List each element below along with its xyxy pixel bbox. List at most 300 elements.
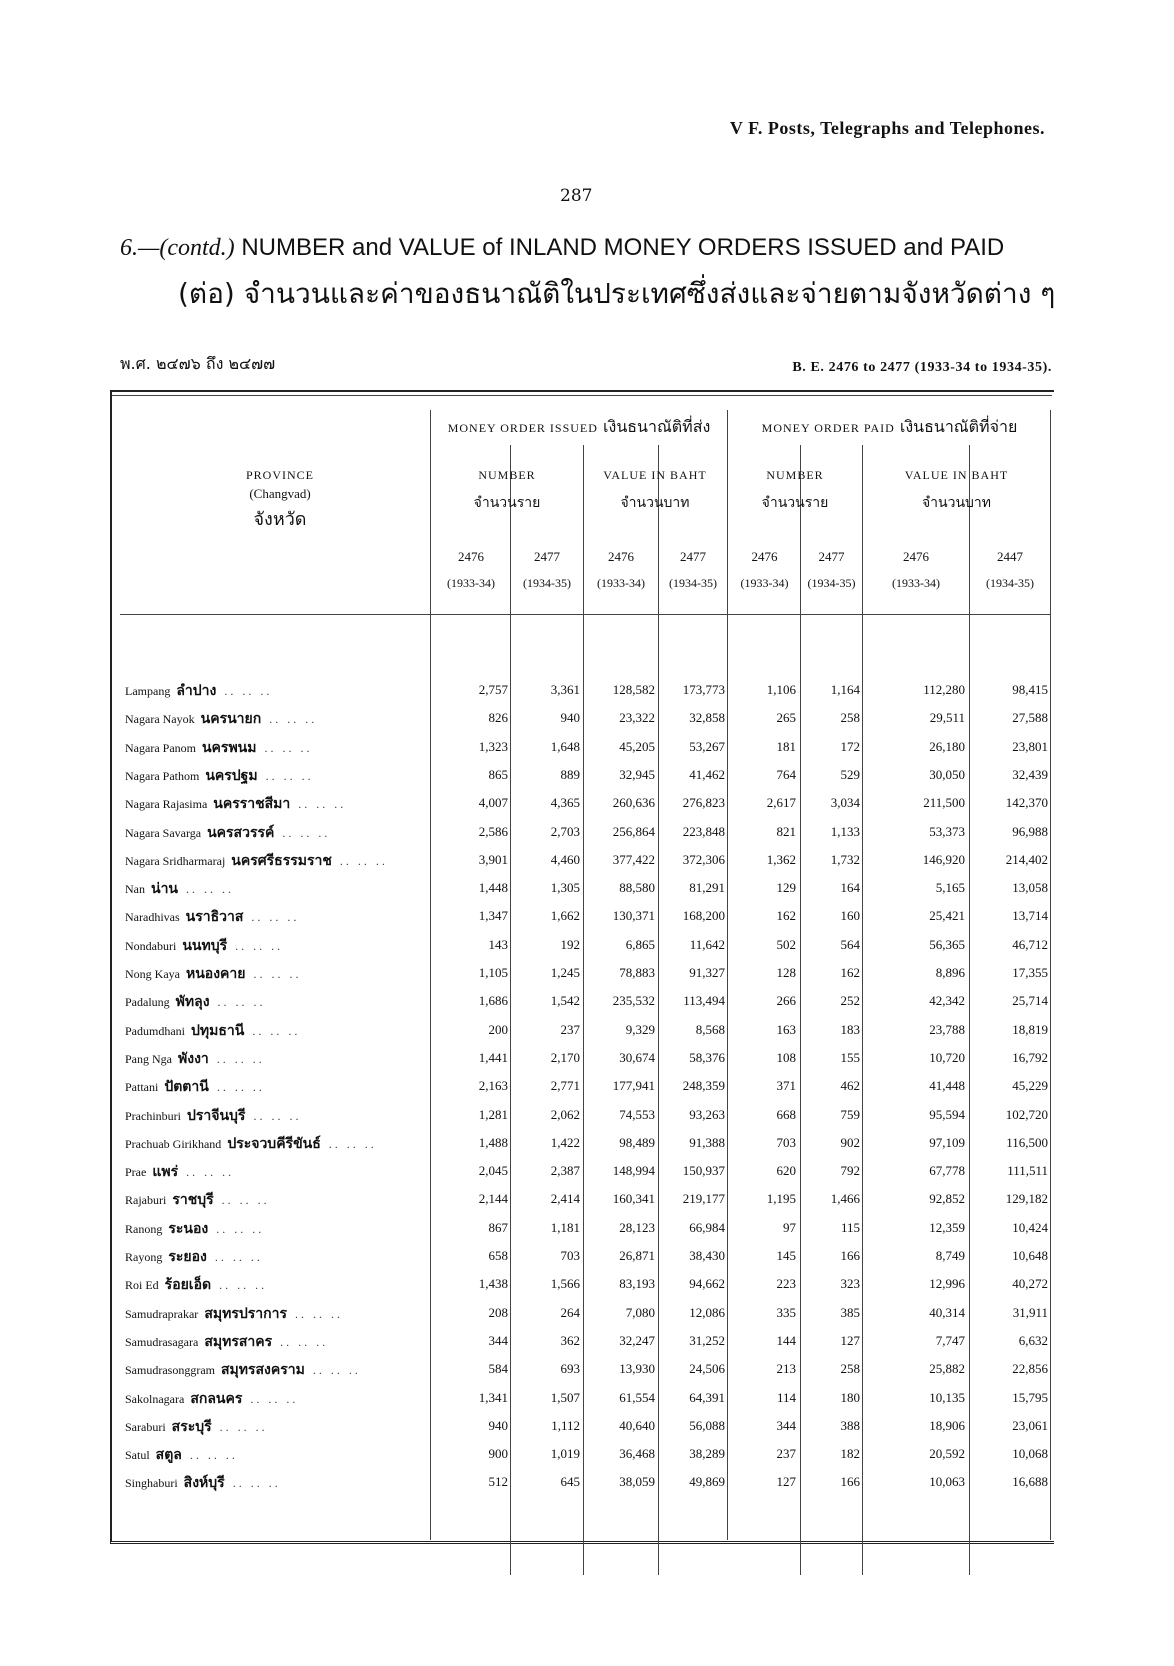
paid-number-header: NUMBER bbox=[766, 468, 824, 482]
year-header: 2477 bbox=[680, 549, 706, 564]
table-cell: 462 bbox=[840, 1078, 860, 1094]
table-cell: 252 bbox=[840, 993, 860, 1009]
table-cell: 108 bbox=[776, 1049, 796, 1065]
table-cell: 2,771 bbox=[550, 1078, 580, 1094]
table-cell: 10,720 bbox=[929, 1049, 965, 1065]
province-name bbox=[125, 1048, 425, 1070]
leader-dots: .. .. .. bbox=[312, 1363, 361, 1378]
province-name-thai: สมุทรสงคราม bbox=[220, 1362, 305, 1379]
table-cell: 1,019 bbox=[550, 1446, 580, 1462]
table-cell: 25,714 bbox=[1012, 993, 1048, 1009]
table-row bbox=[120, 935, 1050, 962]
table-cell: 940 bbox=[488, 1417, 508, 1433]
table-cell: 40,640 bbox=[619, 1417, 655, 1433]
table-cell: 223 bbox=[776, 1276, 796, 1292]
province-name-english: Samudrasonggram bbox=[125, 1363, 215, 1378]
table-cell: 1,362 bbox=[766, 851, 796, 867]
table-cell: 23,801 bbox=[1012, 738, 1048, 754]
leader-dots: .. .. .. bbox=[221, 1193, 270, 1208]
province-name bbox=[125, 1388, 425, 1410]
table-cell: 12,996 bbox=[929, 1276, 965, 1292]
province-name-thai: นนทบุรี bbox=[182, 937, 228, 954]
year-period-header: (1933-34) bbox=[597, 576, 645, 590]
province-header: PROVINCE bbox=[245, 468, 314, 482]
table-cell: 32,945 bbox=[619, 766, 655, 782]
table-cell: 764 bbox=[776, 766, 796, 782]
table-cell: 266 bbox=[776, 993, 796, 1009]
table-cell: 173,773 bbox=[682, 682, 725, 697]
table-cell: 620 bbox=[776, 1163, 796, 1179]
table-cell: 13,930 bbox=[619, 1361, 655, 1377]
leader-dots: .. .. .. bbox=[298, 797, 347, 812]
leader-dots: .. .. .. bbox=[186, 1165, 235, 1180]
table-row bbox=[120, 1133, 1050, 1160]
year-header: 2476 bbox=[751, 549, 778, 564]
table-cell: 1,112 bbox=[551, 1417, 580, 1433]
table-cell: 8,749 bbox=[935, 1248, 965, 1263]
table-cell: 98,489 bbox=[619, 1134, 655, 1150]
province-name bbox=[125, 793, 425, 815]
province-name-thai: นครพนม bbox=[201, 739, 257, 756]
table-cell: 13,058 bbox=[1012, 880, 1048, 896]
table-cell: 323 bbox=[840, 1276, 860, 1292]
table-cell: 645 bbox=[560, 1474, 580, 1490]
province-name-thai: นครปฐม bbox=[205, 767, 258, 784]
table-cell: 93,263 bbox=[689, 1106, 725, 1122]
table-cell: 512 bbox=[488, 1474, 508, 1490]
table-cell: 53,373 bbox=[929, 823, 965, 839]
table-cell: 45,205 bbox=[619, 738, 655, 754]
table-cell: 2,414 bbox=[550, 1191, 580, 1207]
table-cell: 2,163 bbox=[478, 1078, 508, 1094]
table-cell: 166 bbox=[840, 1248, 860, 1263]
table-cell: 5,165 bbox=[935, 880, 965, 896]
province-name bbox=[125, 1020, 425, 1042]
table-cell: 223,848 bbox=[682, 823, 725, 839]
province-name bbox=[125, 1246, 425, 1268]
leader-dots: .. .. .. bbox=[186, 882, 235, 897]
table-cell: 160 bbox=[840, 908, 860, 924]
province-name-english: Samudrasagara bbox=[125, 1334, 199, 1349]
column-rule bbox=[1050, 410, 1051, 1540]
table-row bbox=[120, 850, 1050, 877]
table-cell: 38,430 bbox=[689, 1248, 725, 1263]
year-header: 2447 bbox=[997, 549, 1023, 564]
province-name bbox=[125, 1133, 425, 1155]
table-cell: 1,488 bbox=[478, 1134, 508, 1150]
table-cell: 2,045 bbox=[478, 1163, 508, 1179]
table-cell: 821 bbox=[776, 823, 796, 839]
table-cell: 3,901 bbox=[478, 851, 508, 867]
table-cell: 1,566 bbox=[550, 1276, 580, 1292]
table-cell: 98,415 bbox=[1012, 682, 1048, 697]
table-cell: 256,864 bbox=[612, 823, 655, 839]
province-name-english: Pang Nga bbox=[125, 1051, 172, 1066]
table-cell: 28,123 bbox=[619, 1219, 655, 1235]
province-name-english: Sakolnagara bbox=[125, 1391, 185, 1406]
table-cell: 11,642 bbox=[689, 936, 725, 952]
issued-number-header-thai: จำนวนราย bbox=[473, 495, 541, 511]
province-name-thai: นราธิวาส bbox=[185, 909, 244, 926]
table-cell: 102,720 bbox=[1005, 1106, 1048, 1122]
table-cell: 1,281 bbox=[478, 1106, 508, 1122]
table-cell: 1,105 bbox=[478, 965, 508, 980]
province-name-thai: น่าน bbox=[151, 881, 179, 898]
table-cell: 95,594 bbox=[929, 1106, 965, 1122]
year-period-header: (1933-34) bbox=[447, 576, 495, 590]
table-cell: 40,272 bbox=[1012, 1276, 1048, 1292]
paid-header-english: MONEY ORDER PAID bbox=[761, 421, 895, 435]
paid-header bbox=[729, 415, 1050, 440]
table-cell: 1,106 bbox=[766, 682, 796, 697]
leader-dots: .. .. .. bbox=[219, 1419, 268, 1434]
province-name bbox=[125, 1472, 425, 1494]
table-cell: 2,387 bbox=[550, 1163, 580, 1179]
table-cell: 2,757 bbox=[478, 682, 508, 697]
table-cell: 940 bbox=[560, 710, 580, 726]
title-text: NUMBER and VALUE of INLAND MONEY ORDERS ISSUED and PAID bbox=[241, 234, 1005, 261]
table-cell: 208 bbox=[488, 1304, 508, 1320]
table-cell: 1,507 bbox=[550, 1389, 580, 1405]
table-row bbox=[120, 1048, 1050, 1075]
table-cell: 7,080 bbox=[625, 1304, 655, 1320]
table-cell: 335 bbox=[776, 1304, 796, 1320]
province-name-thai: นครราชสีมา bbox=[213, 796, 291, 813]
table-cell: 1,648 bbox=[550, 738, 580, 754]
table-cell: 18,906 bbox=[929, 1417, 965, 1433]
table-cell: 4,365 bbox=[550, 795, 580, 811]
table-row bbox=[120, 1274, 1050, 1301]
province-name-english: Nan bbox=[125, 882, 145, 897]
table-cell: 668 bbox=[776, 1106, 796, 1122]
table-cell: 145 bbox=[776, 1248, 796, 1263]
province-name-thai: สมุทรปราการ bbox=[204, 1305, 287, 1322]
province-name bbox=[125, 1274, 425, 1296]
year-period-header: (1934-35) bbox=[986, 576, 1034, 590]
table-cell: 27,588 bbox=[1012, 710, 1048, 726]
province-name bbox=[125, 878, 425, 900]
table-cell: 8,896 bbox=[935, 965, 965, 980]
table-cell: 150,937 bbox=[682, 1163, 725, 1179]
province-name bbox=[125, 1105, 425, 1127]
table-cell: 10,424 bbox=[1012, 1219, 1048, 1235]
table-cell: 92,852 bbox=[929, 1191, 965, 1207]
province-name-thai: ร้อยเอ็ด bbox=[164, 1277, 212, 1294]
table-cell: 128 bbox=[776, 965, 796, 980]
province-name-english: Saraburi bbox=[125, 1419, 166, 1434]
table-cell: 166 bbox=[840, 1474, 860, 1490]
table-cell: 94,662 bbox=[689, 1276, 725, 1292]
province-name-english: Roi Ed bbox=[125, 1278, 159, 1293]
year-period-header: (1933-34) bbox=[892, 576, 940, 590]
leader-dots: .. .. .. bbox=[253, 1108, 302, 1123]
table-cell: 23,061 bbox=[1012, 1417, 1048, 1433]
leader-dots: .. .. .. bbox=[282, 825, 331, 840]
table-cell: 81,291 bbox=[689, 880, 725, 896]
table-cell: 9,329 bbox=[625, 1021, 655, 1037]
table-cell: 162 bbox=[776, 908, 796, 924]
table-cell: 4,460 bbox=[550, 851, 580, 867]
table-cell: 900 bbox=[488, 1446, 508, 1462]
table-row bbox=[120, 1472, 1050, 1499]
table-cell: 759 bbox=[840, 1106, 860, 1122]
table-cell: 792 bbox=[840, 1163, 860, 1179]
table-cell: 112,280 bbox=[923, 682, 965, 697]
table-cell: 155 bbox=[840, 1049, 860, 1065]
province-name bbox=[125, 1303, 425, 1325]
table-cell: 385 bbox=[840, 1304, 860, 1320]
header-rule bbox=[112, 395, 1052, 396]
table-cell: 13,714 bbox=[1012, 908, 1048, 924]
table-cell: 258 bbox=[840, 1361, 860, 1377]
province-name-thai: ปราจีนบุรี bbox=[187, 1107, 246, 1124]
leader-dots: .. .. .. bbox=[216, 1080, 265, 1095]
province-name-english: Rayong bbox=[125, 1250, 163, 1264]
table-cell: 1,686 bbox=[478, 993, 508, 1009]
table-cell: 115 bbox=[840, 1219, 860, 1235]
table-cell: 1,438 bbox=[478, 1276, 508, 1292]
table-cell: 164 bbox=[840, 880, 860, 896]
year-period-header: (1933-34) bbox=[740, 576, 789, 590]
year-header: 2476 bbox=[903, 549, 929, 564]
issued-value-header-thai: จำนวนบาท bbox=[620, 495, 690, 511]
province-name-thai: สกลนคร bbox=[190, 1390, 243, 1407]
table-cell: 42,342 bbox=[929, 993, 965, 1009]
year-period-header: (1934-35) bbox=[523, 576, 571, 590]
province-name-english: Nong Kaya bbox=[125, 967, 180, 981]
table-cell: 1,441 bbox=[478, 1049, 508, 1065]
table-cell: 172 bbox=[840, 738, 860, 754]
table-cell: 214,402 bbox=[1005, 851, 1048, 867]
issued-header bbox=[432, 415, 726, 440]
table-cell: 128,582 bbox=[612, 682, 655, 697]
table-cell: 29,511 bbox=[929, 710, 965, 726]
table-row bbox=[120, 963, 1050, 990]
table-cell: 584 bbox=[488, 1361, 508, 1377]
table-cell: 45,229 bbox=[1012, 1078, 1048, 1094]
leader-dots: .. .. .. bbox=[339, 853, 388, 868]
province-name-thai: สระบุรี bbox=[171, 1418, 212, 1435]
table-title-thai: (ต่อ) จำนวนและค่าของธนาณัติในประเทศซึ่งส่งและจ่ายตามจังหวัดต่าง ๆ bbox=[178, 277, 1056, 310]
table-cell: 61,554 bbox=[619, 1389, 655, 1405]
province-name bbox=[125, 850, 425, 872]
table-row bbox=[120, 1076, 1050, 1103]
table-row bbox=[120, 1303, 1050, 1330]
table-cell: 32,858 bbox=[689, 710, 725, 726]
province-name-english: Nondaburi bbox=[125, 938, 177, 953]
issued-number-header: NUMBER bbox=[478, 468, 536, 482]
table-cell: 693 bbox=[560, 1361, 580, 1377]
province-name bbox=[125, 1359, 425, 1381]
province-name-thai: พัทลุง bbox=[175, 994, 210, 1011]
table-cell: 168,200 bbox=[682, 908, 725, 924]
table-cell: 64,391 bbox=[689, 1389, 725, 1405]
table-cell: 865 bbox=[488, 766, 508, 782]
table-cell: 148,994 bbox=[612, 1163, 655, 1179]
table-cell: 344 bbox=[776, 1417, 796, 1433]
issued-header-thai: เงินธนาณัติที่ส่ง bbox=[603, 417, 711, 436]
table-row bbox=[120, 822, 1050, 849]
province-name bbox=[125, 1218, 425, 1240]
table-cell: 163 bbox=[776, 1021, 796, 1037]
province-name-english: Singhaburi bbox=[125, 1476, 178, 1491]
table-row bbox=[120, 1105, 1050, 1132]
table-row bbox=[120, 765, 1050, 792]
table-cell: 6,865 bbox=[625, 936, 655, 952]
table-cell: 130,371 bbox=[612, 908, 655, 924]
table-cell: 192 bbox=[560, 936, 580, 952]
table-cell: 264 bbox=[560, 1304, 580, 1320]
province-name-english: Nagara Savarga bbox=[125, 825, 202, 840]
title-prefix: 6.—(contd.) bbox=[120, 235, 235, 261]
province-name-thai: ปัตตานี bbox=[164, 1079, 209, 1096]
table-row bbox=[120, 1020, 1050, 1047]
table-cell: 144 bbox=[776, 1332, 796, 1348]
province-name bbox=[125, 822, 425, 844]
table-cell: 49,869 bbox=[689, 1474, 725, 1490]
table-cell: 1,195 bbox=[766, 1191, 796, 1207]
table-cell: 180 bbox=[840, 1389, 860, 1405]
table-cell: 200 bbox=[488, 1021, 508, 1037]
table-cell: 362 bbox=[560, 1332, 580, 1348]
table-cell: 36,468 bbox=[619, 1446, 655, 1462]
province-name bbox=[125, 1161, 425, 1183]
table-title-english bbox=[120, 234, 1050, 262]
table-cell: 114 bbox=[776, 1389, 796, 1405]
table-row bbox=[120, 793, 1050, 820]
leader-dots: .. .. .. bbox=[265, 768, 314, 783]
province-name-thai: ปทุมธานี bbox=[191, 1022, 245, 1039]
table-cell: 211,500 bbox=[923, 795, 965, 811]
province-name bbox=[125, 1189, 425, 1211]
leader-dots: .. .. .. bbox=[219, 1278, 268, 1293]
table-cell: 26,180 bbox=[929, 738, 965, 754]
table-cell: 1,542 bbox=[550, 993, 580, 1009]
province-name bbox=[125, 708, 425, 730]
leader-dots: .. .. .. bbox=[294, 1306, 343, 1321]
page-number: 287 bbox=[560, 186, 593, 206]
table-cell: 213 bbox=[776, 1361, 796, 1377]
province-name-english: Padalung bbox=[125, 995, 170, 1010]
table-cell: 260,636 bbox=[612, 795, 655, 811]
table-cell: 344 bbox=[488, 1332, 508, 1348]
table-cell: 219,177 bbox=[682, 1191, 725, 1207]
province-name bbox=[125, 737, 425, 759]
table-cell: 1,245 bbox=[550, 965, 580, 980]
table-row bbox=[120, 1416, 1050, 1443]
leader-dots: .. .. .. bbox=[328, 1136, 377, 1151]
table-cell: 32,247 bbox=[619, 1332, 655, 1348]
table-cell: 91,388 bbox=[689, 1134, 725, 1150]
leader-dots: .. .. .. bbox=[224, 684, 273, 698]
table-cell: 18,819 bbox=[1012, 1021, 1048, 1037]
table-cell: 30,050 bbox=[929, 766, 965, 782]
table-row bbox=[120, 906, 1050, 933]
table-cell: 16,792 bbox=[1012, 1049, 1048, 1065]
leader-dots: .. .. .. bbox=[252, 1023, 301, 1038]
province-name-thai: นครศรีธรรมราช bbox=[231, 852, 332, 869]
table-cell: 88,580 bbox=[619, 880, 655, 896]
table-cell: 7,747 bbox=[935, 1332, 965, 1348]
province-name bbox=[125, 906, 425, 928]
province-name bbox=[125, 991, 425, 1013]
paid-header-thai: เงินธนาณัติที่จ่าย bbox=[899, 417, 1018, 436]
table-cell: 183 bbox=[840, 1021, 860, 1037]
table-cell: 1,466 bbox=[830, 1191, 860, 1207]
table-cell: 237 bbox=[560, 1021, 580, 1037]
table-row bbox=[120, 991, 1050, 1018]
table-cell: 38,289 bbox=[689, 1446, 725, 1462]
table-cell: 38,059 bbox=[619, 1474, 655, 1490]
year-period-header: (1934-35) bbox=[669, 576, 717, 590]
table-cell: 177,941 bbox=[612, 1078, 655, 1094]
table-cell: 66,984 bbox=[689, 1219, 725, 1235]
table-cell: 25,882 bbox=[929, 1361, 965, 1377]
leader-dots: .. .. .. bbox=[214, 1250, 263, 1264]
province-name-thai: นครนายก bbox=[200, 711, 262, 728]
province-name-english: Rajaburi bbox=[125, 1193, 167, 1208]
table-cell: 30,674 bbox=[619, 1049, 655, 1065]
table-cell: 248,359 bbox=[682, 1078, 725, 1094]
province-name-english: Lampang bbox=[125, 684, 171, 698]
province-name-english: Nagara Rajasima bbox=[125, 797, 208, 812]
leader-dots: .. .. .. bbox=[269, 712, 318, 727]
table-cell: 6,632 bbox=[1018, 1332, 1048, 1348]
table-cell: 1,341 bbox=[478, 1389, 508, 1405]
table-cell: 20,592 bbox=[929, 1446, 965, 1462]
table-row bbox=[120, 1331, 1050, 1358]
year-period-header: (1934-35) bbox=[807, 576, 856, 590]
table-cell: 1,305 bbox=[550, 880, 580, 896]
leader-dots: .. .. .. bbox=[232, 1476, 281, 1491]
table-cell: 26,871 bbox=[619, 1248, 655, 1263]
province-name-thai: แพร่ bbox=[152, 1164, 179, 1181]
table-cell: 17,355 bbox=[1012, 965, 1048, 980]
running-head: V F. Posts, Telegraphs and Telephones. bbox=[729, 118, 1045, 138]
table-cell: 74,553 bbox=[619, 1106, 655, 1122]
table-cell: 97 bbox=[783, 1219, 796, 1235]
table-cell: 113,494 bbox=[683, 993, 725, 1009]
province-name bbox=[125, 1331, 425, 1353]
province-name-thai: สิงห์บุรี bbox=[183, 1475, 225, 1492]
table-cell: 826 bbox=[488, 710, 508, 726]
leader-dots: .. .. .. bbox=[253, 967, 302, 981]
table-cell: 1,133 bbox=[830, 823, 860, 839]
table-cell: 91,327 bbox=[689, 965, 725, 980]
table-cell: 58,376 bbox=[689, 1049, 725, 1065]
table-cell: 372,306 bbox=[682, 851, 725, 867]
table-cell: 24,506 bbox=[689, 1361, 725, 1377]
table-cell: 235,532 bbox=[612, 993, 655, 1009]
province-name-english: Satul bbox=[125, 1448, 150, 1463]
table-cell: 96,988 bbox=[1012, 823, 1048, 839]
table-cell: 371 bbox=[776, 1078, 796, 1094]
province-name-english: Pattani bbox=[125, 1080, 159, 1095]
province-name-english: Prachinburi bbox=[125, 1108, 181, 1123]
table-cell: 181 bbox=[776, 738, 796, 754]
table-cell: 40,314 bbox=[929, 1304, 965, 1320]
leader-dots: .. .. .. bbox=[217, 995, 266, 1010]
table-cell: 22,856 bbox=[1012, 1361, 1048, 1377]
table-cell: 23,322 bbox=[619, 710, 655, 726]
table-cell: 146,920 bbox=[922, 851, 965, 867]
leader-dots: .. .. .. bbox=[251, 910, 300, 925]
table-cell: 16,688 bbox=[1012, 1474, 1048, 1490]
province-name-english: Naradhivas bbox=[125, 910, 180, 925]
table-cell: 4,007 bbox=[478, 795, 508, 811]
table-cell: 15,795 bbox=[1012, 1389, 1048, 1405]
province-name-english: Prae bbox=[125, 1165, 147, 1180]
